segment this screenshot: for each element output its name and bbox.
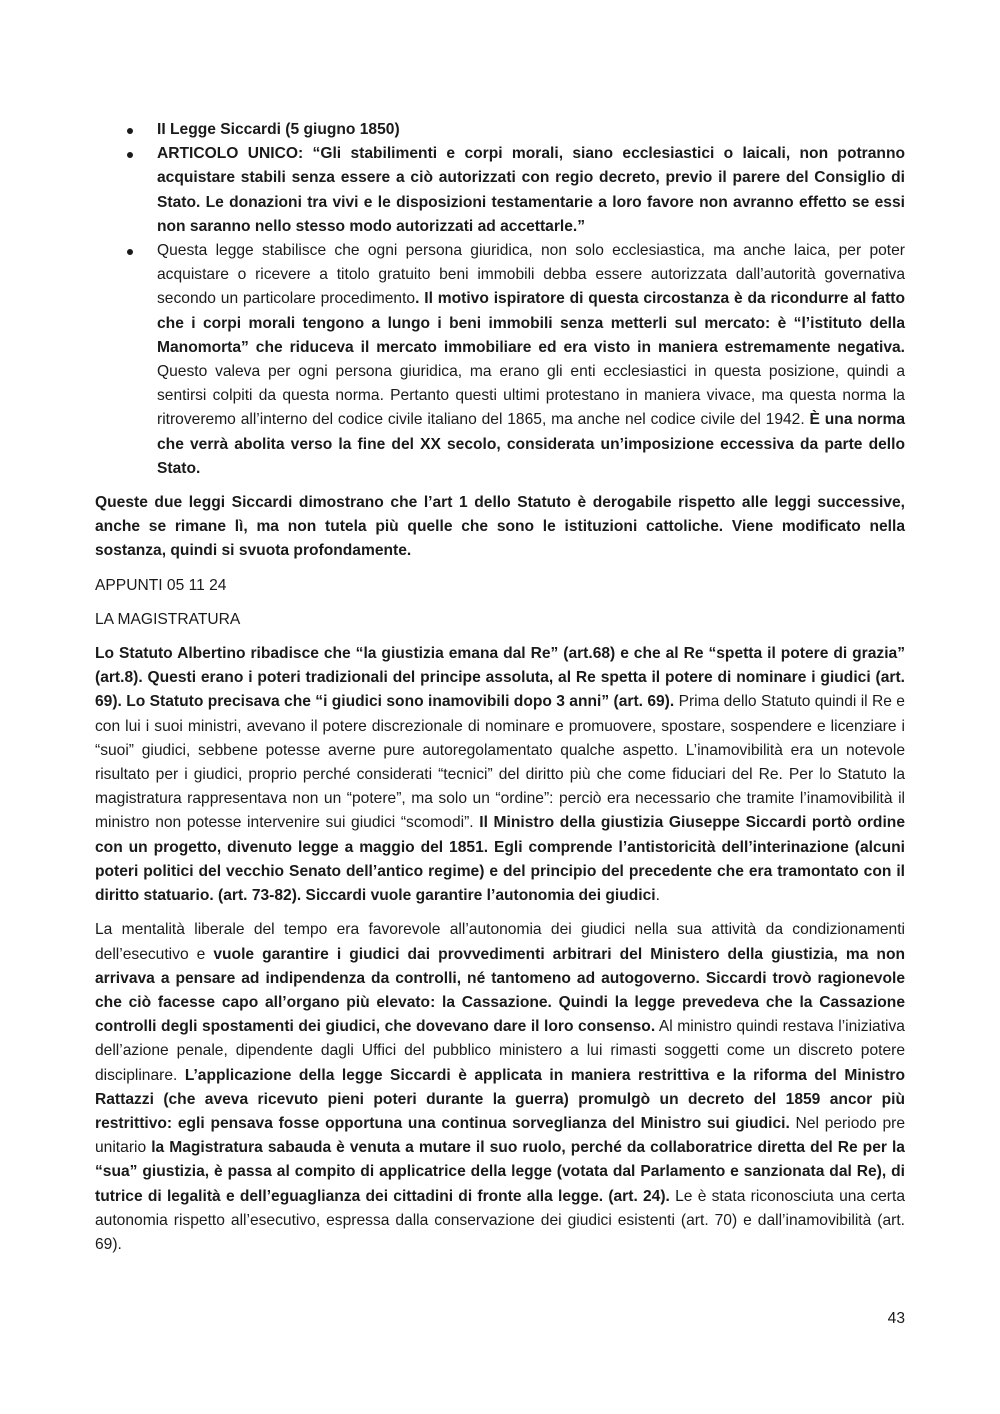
text-segment: . <box>655 887 660 905</box>
text-segment: Le è stata riconosciuta una certa autonomia rispetto all’esecutivo, espressa dalla conservazione dei giudici esistenti (art. 70) e dall’inamovibilità (art. 69). <box>95 1187 905 1253</box>
text-segment: Queste due leggi Siccardi dimostrano che l’art 1 dello Statuto è derogabile rispetto alle leggi successive, anche se rimane lì, ma non tutela più quelle che sono le istituzioni cattoliche. Viene modificato nella sostanza, quindi si svuota profondamente. <box>95 494 905 560</box>
page-number: 43 <box>887 1310 905 1327</box>
text-segment: . Il motivo ispiratore di questa circostanza è da ricondurre al fatto che i corpi morali tengono a lungo i beni immobili senza metterli sul mercato: è “l’istituto della Manomorta” che riduceva il mercato immobiliare ed era visto in maniera estremamente negativa. <box>157 290 905 356</box>
bullet-list <box>95 118 905 481</box>
text-segment: Questa legge stabilisce che ogni persona giuridica, non solo ecclesiastica, ma anche laica, per poter acquistare o ricevere a titolo gratuito beni immobili debba essere autorizzata dall’autorità governativa secondo un particolare procedimento <box>157 242 905 308</box>
text-segment: la Magistratura sabauda è venuta a mutare il suo ruolo, perché da collaboratrice diretta del Re per la “sua” giustizia, è passa al compito di applicatrice della legge (votata dal Parlamento e sanzionata dal Re), di tutrice di legalità e dell’eguaglianza dei cittadini di fronte alla legge. (art. 24). <box>95 1139 905 1205</box>
bullet-item <box>95 118 905 142</box>
bullet-item <box>95 142 905 239</box>
text-segment: Prima dello Statuto quindi il Re e con lui i suoi ministri, avevano il potere discrezionale di nominare e promuovere, spostare, sospendere e licenziare i “suoi” giudici, sebbene potesse averne pure autoregolamentato qualche aspetto. L’inamovibilità era un notevole risultato per i giudici, proprio perché considerati “tecnici” del diritto più che come fiduciari del Re. Per lo Statuto la magistratura rappresentava non un “potere”, ma solo un “ordine”: perciò era necessario che tramite l’inamovibilità il ministro non potesse intervenire sui giudici “scomodi”. <box>95 693 905 832</box>
text-segment: Al ministro quindi restava l’iniziativa dell’azione penale, dipendente dagli Uffici del pubblico ministero a lui rimasti soggetti come un discreto potere disciplinare. <box>95 1018 905 1084</box>
text-segment: ARTICOLO UNICO: “Gli stabilimenti e corpi morali, siano ecclesiastici o laicali, non potranno acquistare stabili senza essere a ciò autorizzati con regio decreto, previo il parere del Consiglio di Stato. Le donazioni tra vivi e le disposizioni testamentarie a loro favore non avranno effetto se essi non saranno nello stesso modo autorizzati ad accettarle.” <box>157 145 905 235</box>
text-segment: Lo Statuto Albertino ribadisce che “la giustizia emana dal Re” (art.68) e che al Re “spetta il potere di grazia” (art.8). Questi erano i poteri tradizionali del principe assoluta, al Re spetta il potere di nominare i giudici (art. 69). Lo Statuto precisava che “i giudici sono inamovibili dopo 3 anni” (art. 69). <box>95 645 905 711</box>
text-segment: L’applicazione della legge Siccardi è applicata in maniera restrittiva e la riforma del Ministro Rattazzi (che aveva ricevuto pieni poteri durante la guerra) promulgò un decreto del 1859 ancor più restrittivo: egli pensava fosse opportuna una continua sorveglianza del Ministro sui giudici. <box>95 1066 905 1132</box>
bullet-item <box>95 239 905 481</box>
section-heading <box>95 574 905 598</box>
paragraph <box>95 642 905 908</box>
paragraph <box>95 918 905 1257</box>
text-segment: II Legge Siccardi (5 giugno 1850) <box>157 121 400 138</box>
text-segment: Il Ministro della giustizia Giuseppe Siccardi portò ordine con un progetto, divenuto legge a maggio del 1851. Egli comprende l’antistoricità dell’interinazione (alcuni poteri politici del vecchio Senato dell’antico regime) e del principio del precedente che era tramontato con il diritto statuario. (art. 73-82). Siccardi vuole garantire l’autonomia dei giudici <box>95 814 905 905</box>
document-body <box>95 118 905 1267</box>
text-segment: Questo valeva per ogni persona giuridica, ma erano gli enti ecclesiastici in questa posizione, quindi a sentirsi colpiti da questa norma. Pertanto questi ultimi protestano in maniera vivace, ma questa norma la ritroveremo all’interno del codice civile italiano del 1865, ma anche nel codice civile del 1942. <box>157 363 905 429</box>
text-segment: È una norma che verrà abolita verso la fine del XX secolo, considerata un’imposizione eccessiva da parte dello Stato. <box>157 411 905 477</box>
text-segment: LA MAGISTRATURA <box>95 610 241 628</box>
text-segment: APPUNTI 05 11 24 <box>95 576 227 594</box>
paragraph <box>95 491 905 564</box>
text-segment: vuole garantire i giudici dai provvedimenti arbitrari del Ministero della giustizia, ma non arrivava a pensare ad indipendenza da controlli, né tantomeno ad autogoverno. Siccardi trovò ragionevole che ciò facesse capo all’organo più elevato: la Cassazione. Quindi la legge prevedeva che la Cassazione controlli degli spostamenti dei giudici, che dovevano dare il loro consenso. <box>95 945 905 1036</box>
text-segment: La mentalità liberale del tempo era favorevole all’autonomia dei giudici nella sua attività da condizionamenti dell’esecutivo e <box>95 921 905 963</box>
section-heading <box>95 608 905 632</box>
text-segment: Nel periodo pre unitario <box>95 1114 905 1157</box>
